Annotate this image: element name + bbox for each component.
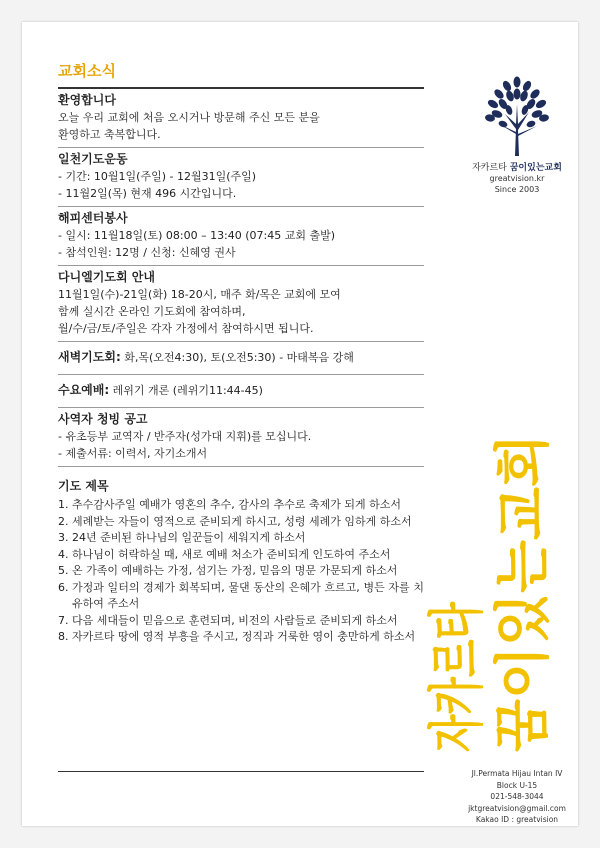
prayer-item [58,613,424,630]
section-prayer-campaign [58,147,424,206]
section-title: 해피센터봉사 [58,211,128,225]
prayer-item-text: 다음 세대들이 믿음으로 훈련되며, 비전의 사람들로 준비되게 하소서 [72,613,398,627]
text-line: - 일시: 11월18일(토) 08:00 – 13:40 (07:45 교회 출발) [58,229,336,242]
address-email: jktgreatvision@gmail.com [468,803,566,813]
section-title: 수요예배: [58,383,110,397]
section-title: 일천기도운동 [58,152,128,166]
text-line: - 참석인원: 12명 / 신청: 신혜영 권사 [58,246,236,259]
section-welcome [58,87,424,147]
text-line: 월/수/금/토/주일은 각자 가정에서 참여하시면 됩니다. [58,322,314,335]
text-line: 오늘 우리 교회에 처음 오시거나 방문해 주신 모든 분을 [58,111,320,124]
prayer-item [58,514,424,531]
section-dawn-prayer [58,341,424,374]
prayer-item-number: 1. [58,498,69,511]
section-title: 사역자 청빙 공고 [58,412,148,426]
vertical-title-line1: 자카르타 [425,535,490,752]
news-column [58,54,424,646]
section-recruit [58,407,424,466]
section-title: 다니엘기도회 안내 [58,270,155,284]
section-prayer-topics [58,466,424,646]
section-title: 환영합니다 [58,93,116,107]
prayer-item-number: 7. [58,613,69,627]
prayer-item [58,629,424,646]
section-daniel-prayer [58,265,424,341]
church-since: Since 2003 [494,185,540,194]
prayer-list [58,497,424,646]
prayer-item-text: 온 가족이 예배하는 가정, 섬기는 가정, 믿음의 명문 가문되게 하소서 [72,564,398,577]
prayer-item-text: 하나님이 허락하실 때, 새로 예배 처소가 준비되게 인도하여 주소서 [72,547,391,561]
address-line: Block U-15 [496,780,538,790]
prayer-item-number: 6. [58,580,69,594]
church-address [442,768,592,826]
section-title: 기도 제목 [58,479,109,493]
text-line: - 11월2일(목) 현재 496 시간입니다. [58,187,237,200]
address-line: Jl.Permata Hijau Intan IV [471,769,563,778]
text-line: 함께 실시간 온라인 기도회에 참여하며, [58,305,246,318]
address-phone: 021-548-3044 [490,792,544,801]
text-line: - 유초등부 교역자 / 반주자(성가대 지휘)를 모십니다. [58,430,312,443]
prayer-item [58,547,424,564]
prayer-item-text: 가정과 일터의 경제가 회복되며, 물댄 동산의 은혜가 흐르고, 병든 자를 치유하여 주소서 [72,580,424,610]
text-line: - 기간: 10월1일(주일) - 12월31일(주일) [58,170,257,183]
vertical-title-line2: 꿈이있는교회 [491,427,556,752]
dawn-line [58,345,424,370]
text-line: 11월1일(수)-21일(화) 18-20시, 매주 화/목은 교회에 모여 [58,288,341,301]
prayer-item-text: 세례받는 자들이 영적으로 준비되게 하시고, 성령 세례가 임하게 하소서 [72,514,412,528]
address-kakao: Kakao ID : greatvision [475,815,559,824]
prayer-item-text: 자카르타 땅에 영적 부흥을 주시고, 정직과 거룩한 영이 충만하게 하소서 [72,630,416,643]
church-name-prefix: 자카르타 [472,163,510,173]
wednesday-text: 레위기 개론 (레위기11:44-45) [109,384,263,397]
bulletin-page [22,22,578,826]
church-logo [442,74,592,195]
church-name-bold: 꿈이있는교회 [509,163,562,173]
section-happy-center [58,206,424,265]
prayer-item-number: 5. [58,564,69,577]
section-title: 새벽기도회: [58,350,121,364]
prayer-item-number: 2. [58,514,69,528]
prayer-item [58,530,424,547]
text-line: 환영하고 축복합니다. [58,128,161,141]
dawn-text: 화,목(오전4:30), 토(오전5:30) - 마태복음 강해 [120,351,354,364]
prayer-item [58,563,424,580]
vertical-title-svg [425,427,579,760]
text-line: - 제출서류: 이력서, 자기소개서 [58,447,208,460]
prayer-item-number: 8. [58,630,69,643]
prayer-item [58,580,424,613]
section-wednesday [58,374,424,407]
prayer-item [58,497,424,514]
church-website: greatvision.kr [489,174,545,183]
page-title: 교회소식 [58,62,116,80]
prayer-item-text: 추수감사주일 예배가 영혼의 추수, 감사의 추수로 축제가 되게 하소서 [72,498,401,511]
prayer-item-number: 4. [58,547,69,561]
prayer-item-number: 3. [58,531,69,544]
tree-icon [477,74,557,158]
divider [58,771,424,772]
prayer-item-text: 24년 준비된 하나님의 일꾼들이 세워지게 하소서 [72,531,306,544]
church-name [442,160,592,173]
wednesday-line [58,378,424,403]
vertical-church-title [425,427,579,760]
